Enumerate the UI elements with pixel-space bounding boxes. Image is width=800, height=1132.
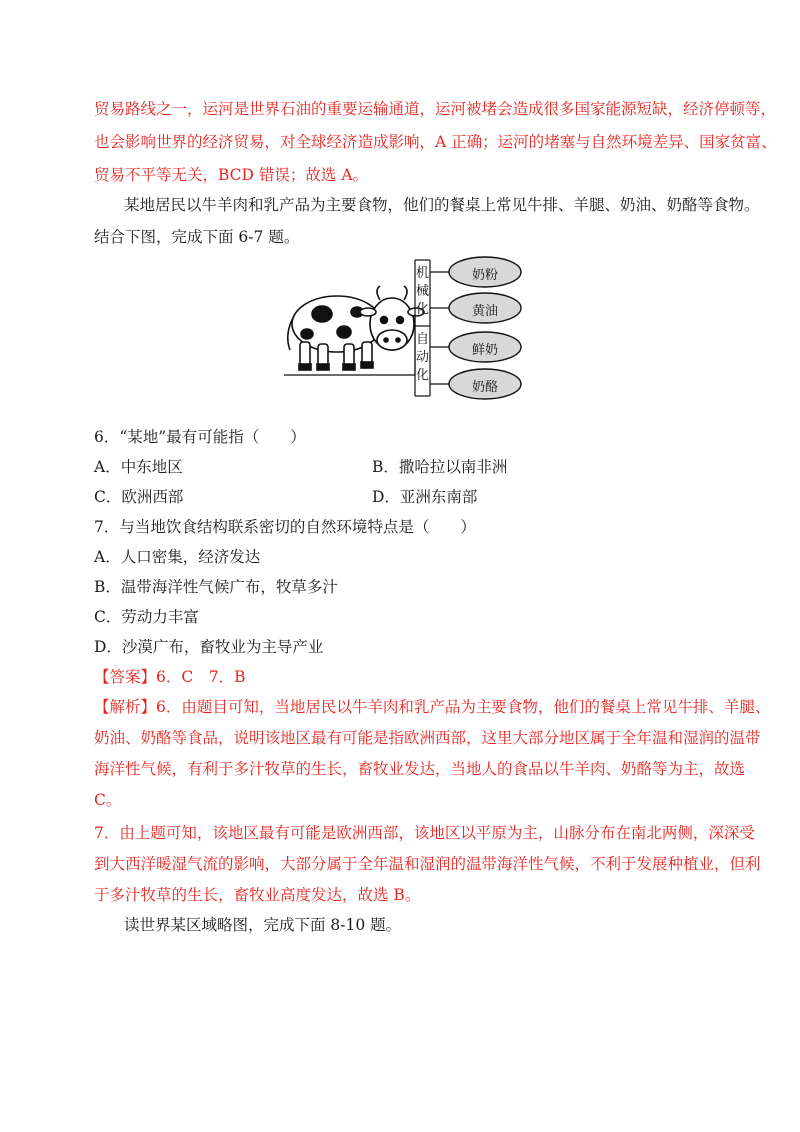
mechanization-char: 机 [416, 266, 430, 281]
automation-char: 自 [416, 332, 430, 347]
intro-line: 结合下图，完成下面 6-7 题。 [94, 228, 300, 246]
question-7-option-c: C．劳动力丰富 [94, 608, 199, 626]
automation-char: 化 [416, 368, 430, 383]
product-label-cheese: 奶酪 [471, 380, 498, 395]
analysis-line: 海洋性气候，有利于多汁牧草的生长，畜牧业发达，当地人的食品以牛羊肉、奶酪等为主，故选 [94, 760, 746, 778]
next-intro-line: 读世界某区域略图，完成下面 8-10 题。 [124, 916, 402, 934]
question-7-option-d: D．沙漠广布，畜牧业为主导产业 [94, 638, 324, 656]
automation-char: 动 [416, 350, 430, 365]
paragraph-line: 贸易不平等无关，BCD 错误；故选 A。 [94, 166, 369, 184]
analysis-line: 奶油、奶酪等食品，说明该地区最有可能是指欧洲西部，这里大部分地区属于全年温和湿润的温带 [94, 729, 761, 747]
question-6-stem: 6．“某地”最有可能指（ ） [94, 428, 306, 446]
paragraph-line: 贸易路线之一，运河是世界石油的重要运输通道，运河被堵会造成很多国家能源短缺，经济停顿等， [94, 100, 777, 118]
cow-illustration [288, 286, 424, 370]
analysis-line: 【解析】6．由题目可知，当地居民以牛羊肉和乳产品为主要食物，他们的餐桌上常见牛排、羊腿、 [94, 698, 771, 716]
question-6-option-c: C．欧洲西部 [94, 488, 184, 506]
answer-line: 【答案】6．C 7．B [94, 668, 246, 686]
analysis-line: 于多汁牧草的生长，畜牧业高度发达，故选 B。 [94, 886, 421, 904]
intro-line: 某地居民以牛羊肉和乳产品为主要食物，他们的餐桌上常见牛排、羊腿、奶油、奶酪等食物。 [124, 196, 760, 214]
question-6-option-d: D．亚洲东南部 [372, 488, 478, 506]
question-6-option-a: A．中东地区 [94, 458, 183, 476]
paragraph-line: 也会影响世界的经济贸易，对全球经济造成影响，A 正确；运河的堵塞与自然环境差异、国家贫富、 [94, 133, 777, 151]
product-label-fresh-milk: 鲜奶 [471, 343, 498, 358]
product-label-milk-powder: 奶粉 [471, 268, 498, 283]
mechanization-char: 化 [416, 302, 430, 317]
question-7-option-a: A．人口密集，经济发达 [94, 548, 261, 566]
question-7-stem: 7．与当地饮食结构联系密切的自然环境特点是（ ） [94, 518, 476, 536]
analysis-line: 到大西洋暖湿气流的影响，大部分属于全年温和湿润的温带海洋性气候，不利于发展种植业，但利 [94, 855, 761, 873]
product-label-butter: 黄油 [471, 304, 498, 319]
analysis-line: 7．由上题可知，该地区最有可能是欧洲西部，该地区以平原为主，山脉分布在南北两侧，深深受 [94, 824, 755, 842]
analysis-line: C。 [94, 791, 122, 809]
question-6-option-b: B．撒哈拉以南非洲 [372, 458, 508, 476]
question-7-option-b: B．温带海洋性气候广布，牧草多汁 [94, 578, 338, 596]
mechanization-char: 械 [416, 284, 430, 299]
cow-dairy-figure [282, 254, 532, 406]
